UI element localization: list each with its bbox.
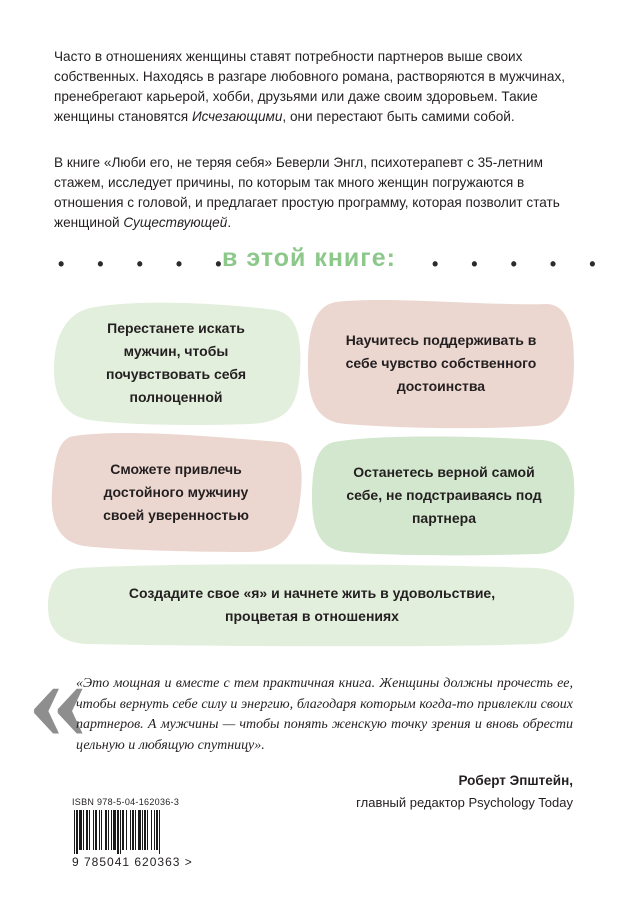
barcode [72,810,198,854]
barcode-bar [83,810,84,850]
benefit-text-1: Перестанете искать мужчин, чтобы почувствовать себя полноценной [105,320,247,405]
section-title: в этой книге: [222,244,396,272]
review-quote: «Это мощная и вместе с тем практичная книга. Женщины должны прочесть ее, чтобы вернуть себе силу и энергию, благодаря которым когда-то привлекли своих партнеров. А мужчины — чтобы понять женскую точку зрения и вновь обрести цельную и любящую спутницу». [76,676,573,753]
barcode-bar [138,810,141,850]
benefit-text-4: Останетесь верной самой себе, не подстраиваясь под партнера [346,463,542,526]
barcode-bar [120,810,121,854]
benefit-text-5: Создадите свое «я» и начнете жить в удовольствие, процветая в отношениях [128,585,496,624]
quote-mark-icon: « [28,633,87,764]
benefit-blob-3 [48,430,304,554]
section-heading [0,242,629,278]
isbn-label: ISBN 978-5-04-162036-3 [72,797,180,807]
barcode-bar [74,810,75,854]
barcode-bar [113,810,116,850]
barcode-bar [89,810,90,850]
barcode-bar [76,810,78,854]
barcode-bar [154,810,155,850]
barcode-bar [159,810,160,854]
intro-paragraph-2: В книге «Люби его, не теряя себя» Беверли Энгл, психотерапевт с 35-летним стажем, исследует причины, по которым так много женщин погружаются в отношения с головой, и предлагает простую программу, которая позволит стать женщиной Существующей. [54,155,560,230]
quote-author: Роберт Эпштейн, [458,773,573,788]
intro-paragraph-1: Часто в отношениях женщины ставят потребности партнеров выше своих собственных. Находясь в разгаре любовного романа, растворяются в мужчинах, пренебрегают карьерой, хобби, друзьями или даже своим здоровьем. Такие женщины становятся Исчезающими, они перестают быть самими собой. [54,49,566,124]
barcode-bar [86,810,88,850]
barcode-bar [132,810,134,850]
barcode-bar [101,810,102,850]
barcode-bar [99,810,100,850]
decorative-dots-right: • • • • • [432,254,610,274]
barcode-bar [95,810,97,850]
benefit-blob-1 [50,300,302,426]
barcode-bar [105,810,107,850]
benefit-blob-2 [306,296,576,430]
barcode-bar [93,810,94,850]
barcode-bar [151,810,152,850]
barcode-bar [130,810,131,850]
barcode-bar [111,810,112,850]
benefit-blob-5 [46,562,578,648]
decorative-dots-left: • • • • • [58,254,236,274]
barcode-bar [108,810,109,850]
barcode-bar [126,810,127,850]
barcode-bar [135,810,136,850]
barcode-bar [122,810,124,850]
barcode-bar [142,810,143,850]
benefit-text-2: Научитесь поддерживать в себе чувство собственного достоинства [345,331,537,394]
barcode-bar [117,810,119,854]
barcode-bar [144,810,146,850]
barcode-bar [156,810,158,850]
barcode-bar [79,810,82,850]
barcode-bar [147,810,148,850]
barcode-digits: 9 785041 620363 > [72,855,193,869]
benefit-blob-4 [310,432,578,558]
quote-author-title: главный редактор Psychology Today [356,795,573,810]
benefit-text-3: Сможете привлечь достойного мужчину своей уверенностью [103,460,249,523]
